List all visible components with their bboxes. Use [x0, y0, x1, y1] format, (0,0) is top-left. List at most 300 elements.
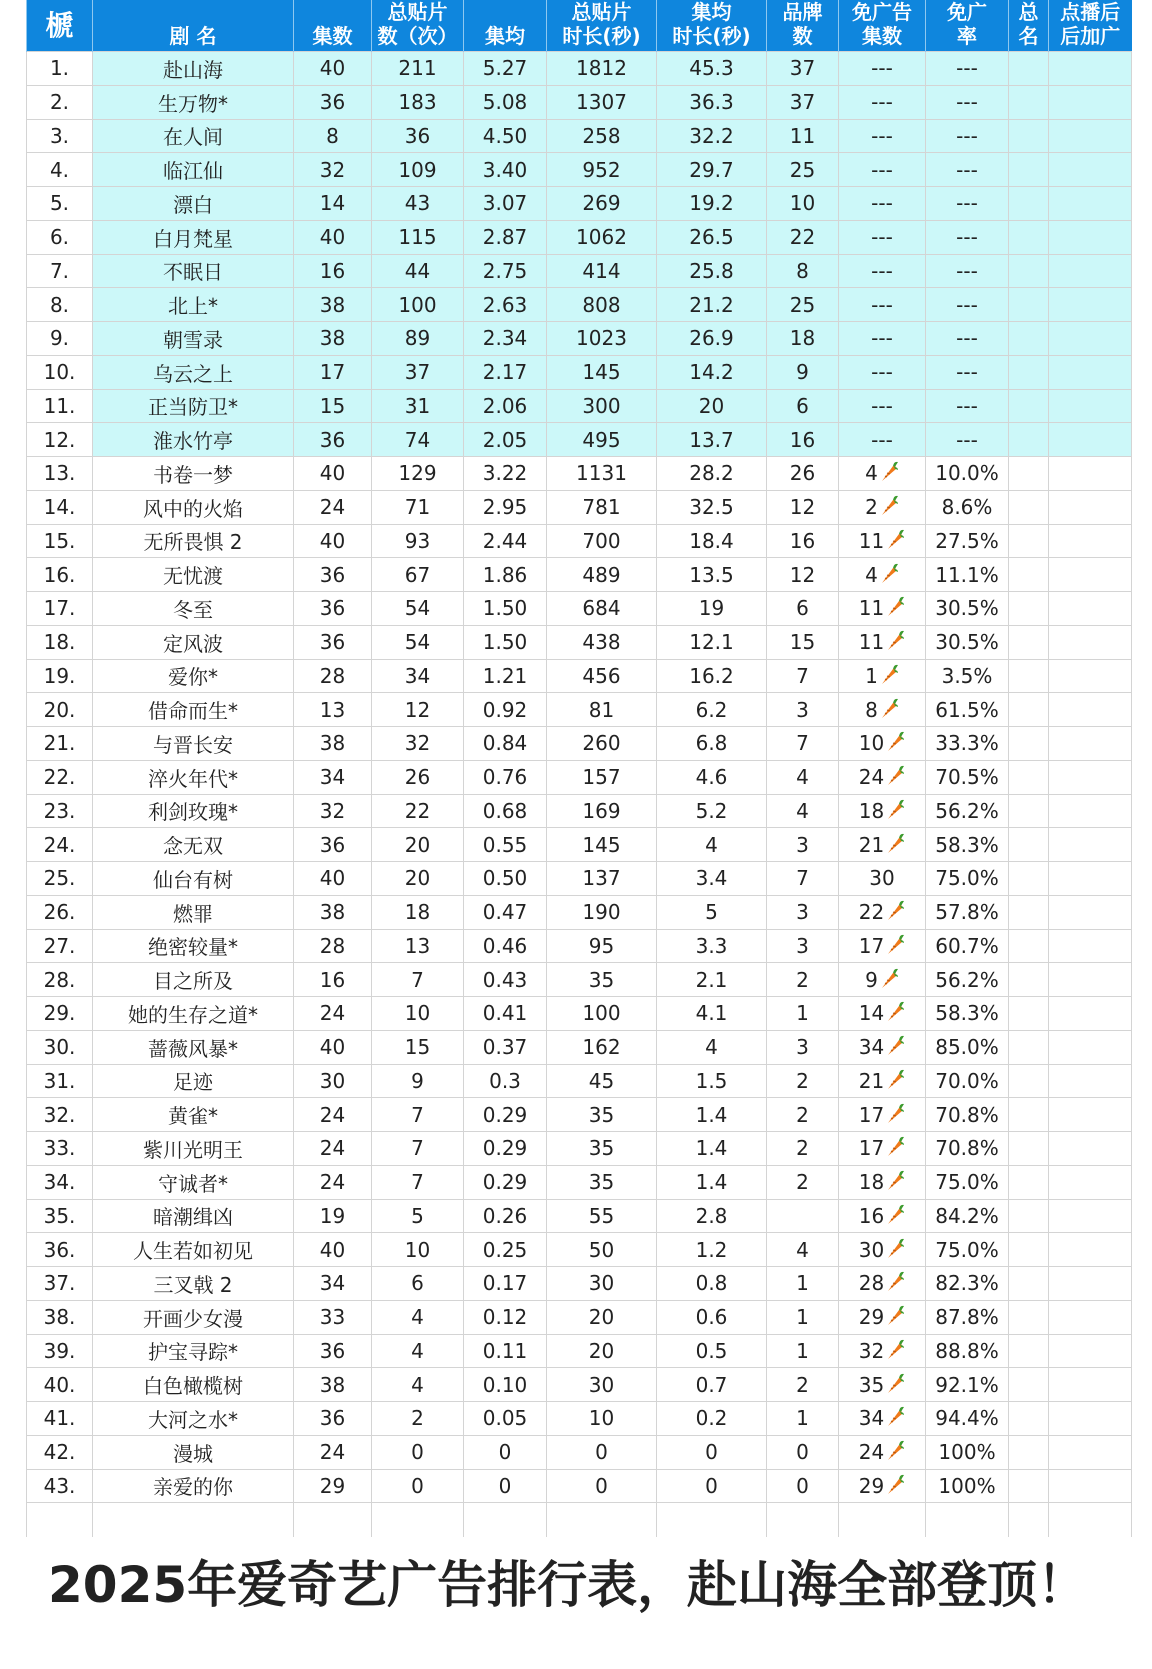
total-seconds-cell — [547, 1334, 657, 1368]
avg-seconds-value: 2.8 — [695, 1203, 728, 1228]
avg-seconds-value: 19.2 — [689, 191, 734, 216]
brands-value: 15 — [789, 630, 816, 655]
brands-cell — [767, 794, 839, 828]
empty-cell — [839, 1503, 926, 1537]
header-text-line: 免广告 — [852, 0, 912, 24]
episodes-cell — [294, 389, 372, 423]
total-seconds-cell — [547, 794, 657, 828]
avg-seconds-value: 32.5 — [689, 495, 734, 520]
free-episodes-cell — [839, 322, 926, 356]
carrot-icon — [885, 934, 905, 956]
name-cell — [1009, 1469, 1049, 1503]
rank-cell — [27, 119, 93, 153]
free-rate-cell — [926, 524, 1009, 558]
total-ads-cell — [372, 1368, 464, 1402]
free-rate-cell — [926, 153, 1009, 187]
title-cell — [93, 558, 294, 592]
free-episodes-value: --- — [871, 123, 893, 148]
total-seconds-cell — [547, 1030, 657, 1064]
episodes-cell — [294, 187, 372, 221]
rank-value: 1. — [49, 56, 70, 81]
avg-seconds-value: 29.7 — [689, 157, 734, 182]
free-episodes-cell — [839, 895, 926, 929]
free-rate-value: --- — [956, 360, 978, 385]
episodes-value: 36 — [319, 562, 346, 587]
title-value: 利剑玫瑰* — [148, 800, 238, 825]
title-value: 燃罪 — [173, 901, 213, 926]
ad-ranking-table — [26, 0, 1132, 1537]
avg-ads-cell — [464, 457, 547, 491]
brands-value: 1 — [796, 1271, 809, 1296]
avg-seconds-value: 1.5 — [695, 1068, 728, 1093]
total-seconds-cell — [547, 355, 657, 389]
rank-value: 2. — [49, 90, 70, 115]
title-value: 漂白 — [173, 192, 213, 217]
table-row — [27, 153, 1132, 187]
free-episodes-cell — [839, 389, 926, 423]
avg-seconds-value: 0.5 — [695, 1338, 728, 1363]
free-rate-cell — [926, 1132, 1009, 1166]
episodes-value: 40 — [319, 225, 346, 250]
header-text-line: 榹 — [45, 8, 74, 42]
free-rate-cell — [926, 963, 1009, 997]
episodes-value: 17 — [319, 360, 346, 385]
avg-seconds-value: 4 — [705, 832, 718, 857]
name-cell — [1009, 1233, 1049, 1267]
title-value: 定风波 — [163, 631, 223, 656]
free-rate-value: 56.2% — [935, 798, 999, 823]
free-rate-value: 10.0% — [935, 461, 999, 486]
table-row — [27, 355, 1132, 389]
brands-cell — [767, 760, 839, 794]
avg-seconds-cell — [657, 220, 767, 254]
episodes-cell — [294, 693, 372, 727]
rank-cell — [27, 355, 93, 389]
free-episodes-value: 35 — [858, 1372, 885, 1397]
rank-value: 33. — [43, 1136, 76, 1161]
title-value: 开画少女漫 — [143, 1306, 243, 1331]
free-rate-cell — [926, 997, 1009, 1031]
post-ads-cell — [1049, 1165, 1132, 1199]
brands-cell — [767, 423, 839, 457]
episodes-cell — [294, 1199, 372, 1233]
free-rate-cell — [926, 1469, 1009, 1503]
post-ads-cell — [1049, 1233, 1132, 1267]
total-seconds-cell — [547, 423, 657, 457]
free-rate-value: --- — [956, 123, 978, 148]
free-rate-cell — [926, 254, 1009, 288]
total-seconds-value: 1307 — [576, 90, 627, 115]
avg-ads-value: 0.92 — [482, 697, 528, 722]
total-ads-value: 20 — [404, 866, 431, 891]
total-ads-cell — [372, 1435, 464, 1469]
name-cell — [1009, 1199, 1049, 1233]
free-rate-value: 75.0% — [935, 866, 999, 891]
total-ads-cell — [372, 288, 464, 322]
carrot-icon — [885, 1103, 905, 1125]
episodes-cell — [294, 119, 372, 153]
free-episodes-value: 17 — [858, 1136, 885, 1161]
free-rate-cell — [926, 423, 1009, 457]
total-ads-value: 211 — [398, 56, 437, 81]
name-cell — [1009, 254, 1049, 288]
total-seconds-cell — [547, 558, 657, 592]
title-cell — [93, 1334, 294, 1368]
carrot-icon — [879, 968, 899, 990]
rank-cell — [27, 187, 93, 221]
episodes-cell — [294, 862, 372, 896]
brands-cell — [767, 1368, 839, 1402]
free-episodes-value: 24 — [858, 765, 885, 790]
rank-cell — [27, 1368, 93, 1402]
title-cell — [93, 457, 294, 491]
total-ads-cell — [372, 322, 464, 356]
free-rate-value: 70.8% — [935, 1136, 999, 1161]
title-cell — [93, 1402, 294, 1436]
free-rate-value: 87.8% — [935, 1305, 999, 1330]
free-rate-cell — [926, 862, 1009, 896]
avg-seconds-cell — [657, 929, 767, 963]
total-ads-cell — [372, 52, 464, 86]
post-ads-cell — [1049, 828, 1132, 862]
free-rate-value: 100% — [938, 1440, 996, 1465]
carrot-icon — [885, 900, 905, 922]
table-row — [27, 1435, 1132, 1469]
name-cell — [1009, 1334, 1049, 1368]
episodes-cell — [294, 558, 372, 592]
episodes-value: 36 — [319, 1406, 346, 1431]
name-cell — [1009, 153, 1049, 187]
avg-seconds-value: 6.2 — [695, 697, 728, 722]
brands-cell — [767, 1402, 839, 1436]
brands-cell — [767, 1267, 839, 1301]
total-ads-cell — [372, 929, 464, 963]
carrot-icon — [885, 1305, 905, 1327]
total-seconds-cell — [547, 1368, 657, 1402]
brands-value: 4 — [796, 765, 809, 790]
free-episodes-value: --- — [871, 157, 893, 182]
free-episodes-value: 24 — [858, 1440, 885, 1465]
avg-seconds-cell — [657, 1064, 767, 1098]
avg-ads-value: 0.43 — [482, 967, 528, 992]
total-seconds-cell — [547, 693, 657, 727]
brands-cell — [767, 828, 839, 862]
avg-ads-cell — [464, 625, 547, 659]
total-ads-value: 34 — [404, 663, 431, 688]
avg-seconds-value: 0.6 — [695, 1305, 728, 1330]
table-body — [27, 52, 1132, 1537]
table-row — [27, 828, 1132, 862]
post-ads-cell — [1049, 220, 1132, 254]
free-episodes-cell — [839, 490, 926, 524]
table-row — [27, 1267, 1132, 1301]
table-row — [27, 457, 1132, 491]
episodes-value: 36 — [319, 1338, 346, 1363]
title-cell — [93, 187, 294, 221]
brands-cell — [767, 1334, 839, 1368]
title-cell — [93, 322, 294, 356]
title-cell — [93, 288, 294, 322]
avg-ads-value: 2.75 — [482, 258, 528, 283]
free-episodes-cell — [839, 457, 926, 491]
total-ads-cell — [372, 963, 464, 997]
brands-cell — [767, 895, 839, 929]
avg-ads-cell — [464, 490, 547, 524]
avg-ads-value: 2.63 — [482, 292, 528, 317]
total-seconds-cell — [547, 625, 657, 659]
total-ads-value: 7 — [411, 1136, 424, 1161]
free-rate-cell — [926, 659, 1009, 693]
title-cell — [93, 254, 294, 288]
total-seconds-value: 95 — [588, 933, 615, 958]
total-seconds-cell — [547, 727, 657, 761]
avg-seconds-value: 18.4 — [689, 528, 734, 553]
free-episodes-cell — [839, 558, 926, 592]
avg-seconds-cell — [657, 1267, 767, 1301]
free-episodes-value: --- — [871, 258, 893, 283]
episodes-value: 30 — [319, 1068, 346, 1093]
free-episodes-value: 17 — [858, 933, 885, 958]
total-seconds-value: 157 — [582, 765, 621, 790]
brands-value: 9 — [796, 360, 809, 385]
table-row — [27, 794, 1132, 828]
episodes-cell — [294, 1030, 372, 1064]
post-ads-cell — [1049, 1334, 1132, 1368]
free-episodes-value: 30 — [869, 866, 895, 891]
avg-seconds-value: 2.1 — [695, 967, 728, 992]
avg-seconds-value: 36.3 — [689, 90, 734, 115]
avg-seconds-cell — [657, 760, 767, 794]
rank-cell — [27, 220, 93, 254]
avg-seconds-cell — [657, 187, 767, 221]
avg-seconds-value: 1.4 — [695, 1136, 728, 1161]
total-seconds-value: 20 — [588, 1338, 615, 1363]
episodes-value: 38 — [319, 326, 346, 351]
name-cell — [1009, 625, 1049, 659]
free-rate-value: 58.3% — [935, 1001, 999, 1026]
name-cell — [1009, 828, 1049, 862]
total-ads-cell — [372, 997, 464, 1031]
post-ads-cell — [1049, 288, 1132, 322]
brands-value: 6 — [796, 596, 809, 621]
rank-value: 21. — [43, 731, 76, 756]
avg-seconds-cell — [657, 254, 767, 288]
avg-ads-cell — [464, 355, 547, 389]
total-ads-cell — [372, 524, 464, 558]
total-seconds-cell — [547, 1300, 657, 1334]
free-episodes-cell — [839, 254, 926, 288]
free-episodes-value: 17 — [858, 1102, 885, 1127]
title-cell — [93, 1030, 294, 1064]
name-cell — [1009, 693, 1049, 727]
avg-ads-value: 0.17 — [482, 1271, 528, 1296]
header-text-line: 总贴片 — [387, 0, 448, 24]
brands-value: 6 — [796, 393, 809, 418]
free-episodes-cell — [839, 1402, 926, 1436]
avg-ads-cell — [464, 895, 547, 929]
free-episodes-cell — [839, 1368, 926, 1402]
avg-ads-value: 2.05 — [482, 427, 528, 452]
rank-value: 23. — [43, 798, 76, 823]
empty-cell — [547, 1503, 657, 1537]
total-seconds-cell — [547, 52, 657, 86]
total-ads-value: 7 — [411, 1170, 424, 1195]
rank-cell — [27, 592, 93, 626]
avg-seconds-value: 45.3 — [689, 56, 734, 81]
total-seconds-cell — [547, 187, 657, 221]
title-value: 念无双 — [163, 834, 223, 859]
total-seconds-cell — [547, 524, 657, 558]
name-cell — [1009, 1132, 1049, 1166]
brands-cell — [767, 592, 839, 626]
rank-cell — [27, 1267, 93, 1301]
carrot-icon — [885, 529, 905, 551]
episodes-value: 40 — [319, 528, 346, 553]
caption-text: 2025年爱奇艺广告排行表，赴山海全部登顶！ — [48, 1556, 1088, 1614]
carrot-icon — [879, 461, 899, 483]
episodes-value: 36 — [319, 596, 346, 621]
rank-cell — [27, 1233, 93, 1267]
brands-cell — [767, 727, 839, 761]
title-cell — [93, 389, 294, 423]
total-seconds-cell — [547, 1435, 657, 1469]
rank-cell — [27, 288, 93, 322]
total-seconds-cell — [547, 1098, 657, 1132]
avg-ads-value: 0.76 — [482, 765, 528, 790]
avg-seconds-cell — [657, 1199, 767, 1233]
brands-cell — [767, 558, 839, 592]
title-value: 淮水竹亭 — [153, 429, 233, 454]
avg-seconds-value: 0.8 — [695, 1271, 728, 1296]
free-episodes-cell — [839, 524, 926, 558]
header-avg-seconds — [657, 0, 767, 52]
free-episodes-value: 18 — [858, 1170, 885, 1195]
rank-value: 15. — [43, 528, 76, 553]
total-seconds-value: 0 — [595, 1440, 608, 1465]
total-seconds-cell — [547, 592, 657, 626]
post-ads-cell — [1049, 794, 1132, 828]
carrot-icon — [885, 630, 905, 652]
free-episodes-cell — [839, 119, 926, 153]
total-seconds-value: 137 — [582, 866, 621, 891]
free-episodes-value: --- — [871, 360, 893, 385]
avg-seconds-cell — [657, 1030, 767, 1064]
rank-value: 13. — [43, 461, 76, 486]
total-seconds-value: 35 — [588, 1170, 615, 1195]
header-total-ads — [372, 0, 464, 52]
table-row — [27, 727, 1132, 761]
avg-ads-cell — [464, 828, 547, 862]
avg-seconds-value: 1.4 — [695, 1170, 728, 1195]
brands-value: 4 — [796, 798, 809, 823]
free-rate-value: 56.2% — [935, 967, 999, 992]
total-seconds-cell — [547, 490, 657, 524]
title-value: 她的生存之道* — [128, 1002, 258, 1027]
empty-cell — [1049, 1503, 1132, 1537]
brands-value: 37 — [789, 90, 816, 115]
rank-cell — [27, 794, 93, 828]
total-seconds-value: 808 — [582, 292, 621, 317]
avg-ads-value: 0.55 — [482, 832, 528, 857]
total-ads-cell — [372, 794, 464, 828]
title-cell — [93, 85, 294, 119]
header-text-line: 数（次） — [377, 24, 458, 48]
free-rate-cell — [926, 389, 1009, 423]
name-cell — [1009, 288, 1049, 322]
avg-ads-value: 0 — [498, 1473, 512, 1498]
rank-cell — [27, 1300, 93, 1334]
avg-ads-value: 3.07 — [482, 191, 528, 216]
total-seconds-cell — [547, 153, 657, 187]
name-cell — [1009, 524, 1049, 558]
total-ads-cell — [372, 727, 464, 761]
total-ads-cell — [372, 1132, 464, 1166]
total-ads-value: 7 — [411, 1102, 424, 1127]
avg-seconds-cell — [657, 355, 767, 389]
brands-cell — [767, 355, 839, 389]
brands-value: 1 — [796, 1406, 809, 1431]
free-episodes-cell — [839, 794, 926, 828]
table-row — [27, 1165, 1132, 1199]
episodes-cell — [294, 592, 372, 626]
total-ads-value: 32 — [404, 731, 431, 756]
brands-value: 2 — [796, 1102, 809, 1127]
table-row — [27, 1064, 1132, 1098]
total-seconds-cell — [547, 1233, 657, 1267]
total-ads-cell — [372, 1300, 464, 1334]
episodes-value: 36 — [319, 630, 346, 655]
total-seconds-cell — [547, 119, 657, 153]
free-rate-value: --- — [956, 56, 978, 81]
episodes-cell — [294, 659, 372, 693]
avg-ads-cell — [464, 1165, 547, 1199]
header-text-line: 品牌 — [782, 0, 823, 24]
title-cell — [93, 862, 294, 896]
avg-seconds-value: 0.7 — [695, 1372, 728, 1397]
total-ads-value: 74 — [404, 427, 431, 452]
total-ads-value: 67 — [404, 562, 431, 587]
name-cell — [1009, 355, 1049, 389]
avg-seconds-value: 4.1 — [695, 1001, 728, 1026]
title-cell — [93, 963, 294, 997]
brands-cell — [767, 1098, 839, 1132]
episodes-cell — [294, 1368, 372, 1402]
total-ads-cell — [372, 153, 464, 187]
title-value: 无所畏惧 2 — [143, 530, 243, 555]
free-episodes-cell — [839, 1098, 926, 1132]
total-seconds-value: 700 — [582, 528, 621, 553]
empty-cell — [767, 1503, 839, 1537]
table-row — [27, 1402, 1132, 1436]
free-rate-cell — [926, 1030, 1009, 1064]
header-row — [27, 0, 1132, 52]
carrot-icon — [885, 765, 905, 787]
avg-ads-value: 0.50 — [482, 866, 528, 891]
rank-cell — [27, 85, 93, 119]
total-ads-value: 10 — [404, 1001, 431, 1026]
total-seconds-value: 35 — [588, 967, 615, 992]
total-seconds-value: 81 — [588, 697, 615, 722]
table-row — [27, 1469, 1132, 1503]
total-ads-value: 6 — [411, 1271, 424, 1296]
free-rate-cell — [926, 220, 1009, 254]
brands-value: 16 — [789, 528, 816, 553]
rank-value: 29. — [43, 1001, 76, 1026]
brands-value: 7 — [796, 731, 809, 756]
free-rate-value: 94.4% — [935, 1406, 999, 1431]
avg-ads-value: 1.21 — [482, 663, 528, 688]
header-text-line: 总 — [1018, 0, 1039, 24]
